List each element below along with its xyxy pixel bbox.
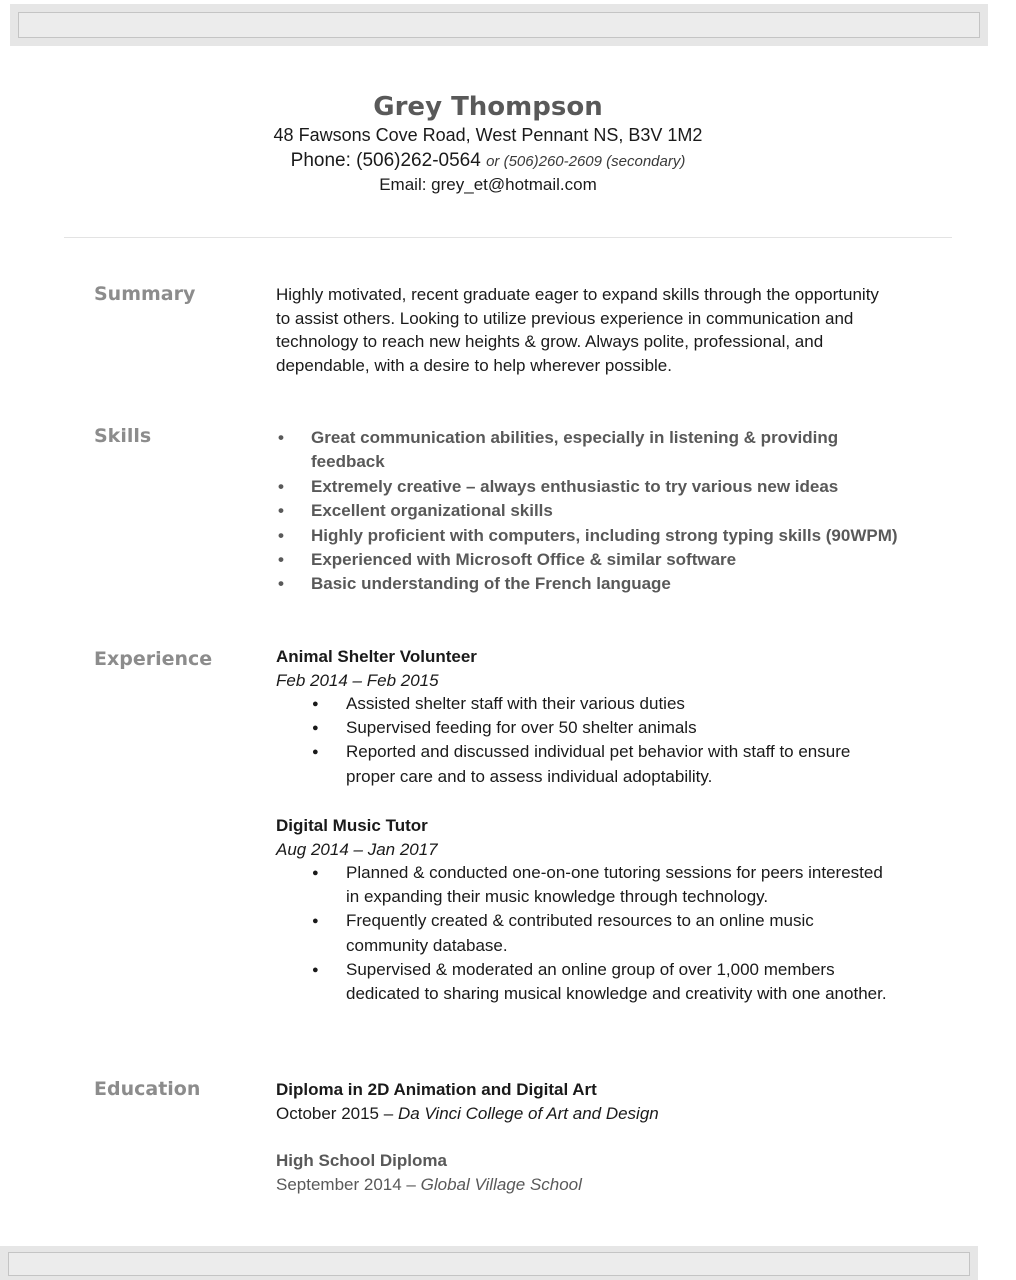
degree-title: High School Diploma	[276, 1151, 447, 1170]
duty-item: ● Reported and discussed individual pet behavior with staff to ensure proper care and to assess individual adoptability.	[276, 740, 896, 788]
job-dates: Feb 2014 – Feb 2015	[276, 670, 439, 690]
duty-item: ● Frequently created & contributed resources to an online music community database.	[276, 909, 896, 957]
duty-item: ● Planned & conducted one-on-one tutoring sessions for peers interested in expanding their music knowledge through technology.	[276, 861, 896, 909]
skills-list	[276, 426, 916, 597]
job-title: Animal Shelter Volunteer	[276, 647, 477, 666]
duty-item: ● Supervised & moderated an online group of over 1,000 members dedicated to sharing musical knowledge and creativity with one another.	[276, 958, 896, 1006]
job-entry	[276, 645, 896, 789]
skill-item: • Great communication abilities, especially in listening & providing feedback	[276, 426, 916, 475]
summary-text: Highly motivated, recent graduate eager to expand skills through the opportunity to assist others. Looking to utilize previous experience in communication and technology to reach new heights & grow. Always polite, professional, and dependable, with a desire to help wherever possible.	[276, 285, 879, 376]
skill-item: • Highly proficient with computers, including strong typing skills (90WPM)	[276, 524, 916, 548]
phone-line	[0, 150, 976, 172]
job-entry	[276, 814, 896, 1006]
school-name: Global Village School	[420, 1174, 582, 1194]
skills-heading: Skills	[94, 425, 152, 447]
email-line: Email: grey_et@hotmail.com	[379, 175, 597, 194]
education-entry	[276, 1078, 896, 1125]
education-date: September 2014 –	[276, 1174, 416, 1194]
duty-item: ● Supervised feeding for over 50 shelter animals	[276, 716, 896, 740]
duty-item: ● Assisted shelter staff with their various duties	[276, 692, 896, 716]
summary-heading: Summary	[94, 283, 196, 305]
address-line: 48 Fawsons Cove Road, West Pennant NS, B3V 1M2	[273, 125, 703, 145]
job-dates: Aug 2014 – Jan 2017	[276, 839, 438, 859]
skill-item: • Experienced with Microsoft Office & similar software	[276, 548, 916, 572]
skill-item: • Basic understanding of the French language	[276, 572, 916, 596]
education-date-line	[276, 1102, 896, 1126]
top-decorative-bar	[10, 4, 988, 46]
phone-primary: Phone: (506)262-0564	[290, 150, 481, 171]
education-date: October 2015 –	[276, 1103, 394, 1123]
applicant-name: Grey Thompson	[373, 92, 603, 122]
experience-heading: Experience	[94, 648, 213, 670]
education-entry	[276, 1149, 896, 1196]
education-heading: Education	[94, 1078, 201, 1100]
job-duties	[276, 692, 896, 789]
education-date-line	[276, 1173, 896, 1197]
degree-title: Diploma in 2D Animation and Digital Art	[276, 1080, 597, 1099]
bottom-decorative-bar	[0, 1246, 978, 1280]
skill-item: • Excellent organizational skills	[276, 499, 916, 523]
header-divider	[64, 237, 952, 238]
skill-item: • Extremely creative – always enthusiastic to try various new ideas	[276, 475, 916, 499]
phone-secondary: or (506)260-2609 (secondary)	[486, 153, 686, 170]
job-title: Digital Music Tutor	[276, 816, 428, 835]
school-name: Da Vinci College of Art and Design	[397, 1103, 659, 1123]
job-duties	[276, 861, 896, 1006]
